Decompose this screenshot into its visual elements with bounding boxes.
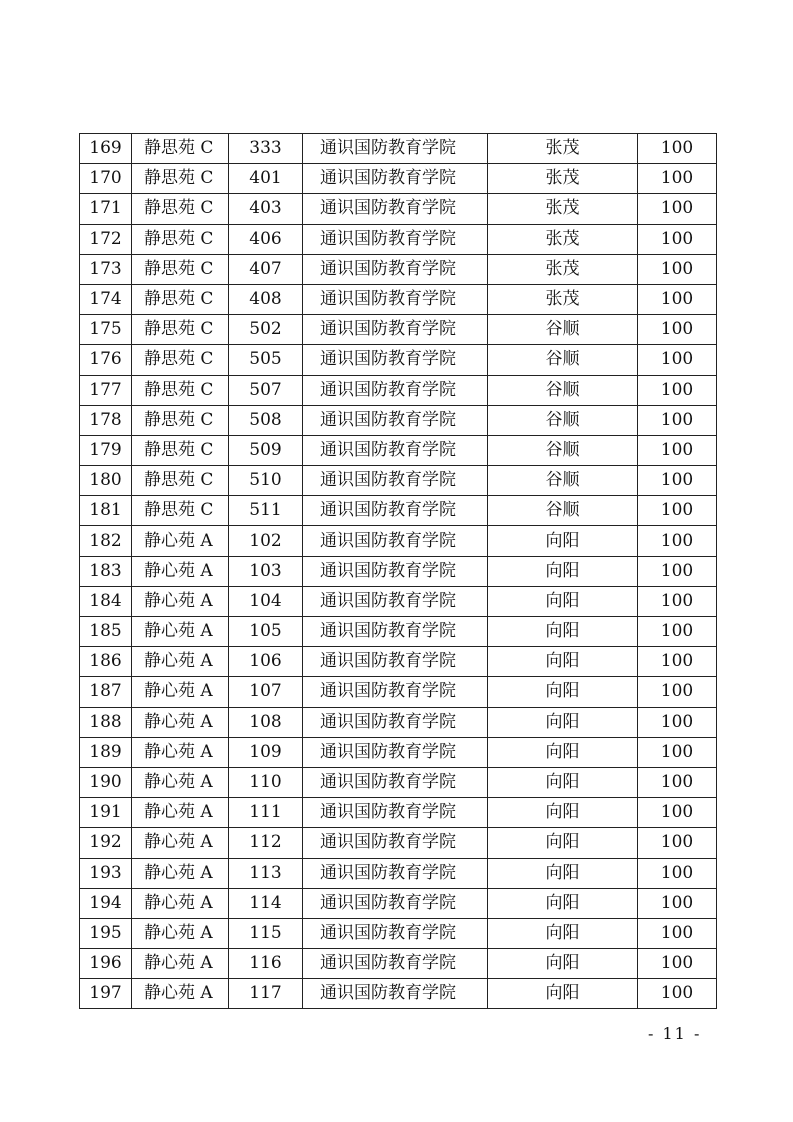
inspection-table-container <box>79 133 716 1009</box>
table-row <box>80 224 717 254</box>
table-row <box>80 737 717 767</box>
person-in-charge-cell: 谷顺 <box>488 315 638 345</box>
college-cell: 通识国防教育学院 <box>303 918 488 948</box>
score-cell: 100 <box>638 647 717 677</box>
building-cell: 静心苑 A <box>132 707 229 737</box>
person-in-charge-cell: 谷顺 <box>488 435 638 465</box>
building-cell: 静心苑 A <box>132 858 229 888</box>
person-in-charge-cell: 向阳 <box>488 918 638 948</box>
row-number-cell: 196 <box>80 949 132 979</box>
table-row <box>80 375 717 405</box>
college-cell: 通识国防教育学院 <box>303 677 488 707</box>
score-cell: 100 <box>638 949 717 979</box>
college-cell: 通识国防教育学院 <box>303 224 488 254</box>
score-cell: 100 <box>638 767 717 797</box>
college-cell: 通识国防教育学院 <box>303 435 488 465</box>
college-cell: 通识国防教育学院 <box>303 707 488 737</box>
room-number-cell: 102 <box>229 526 303 556</box>
building-cell: 静思苑 C <box>132 496 229 526</box>
score-cell: 100 <box>638 224 717 254</box>
college-cell: 通识国防教育学院 <box>303 737 488 767</box>
score-cell: 100 <box>638 828 717 858</box>
college-cell: 通识国防教育学院 <box>303 828 488 858</box>
person-in-charge-cell: 向阳 <box>488 979 638 1009</box>
table-row <box>80 164 717 194</box>
row-number-cell: 170 <box>80 164 132 194</box>
row-number-cell: 191 <box>80 798 132 828</box>
score-cell: 100 <box>638 888 717 918</box>
score-cell: 100 <box>638 405 717 435</box>
building-cell: 静思苑 C <box>132 405 229 435</box>
room-number-cell: 403 <box>229 194 303 224</box>
row-number-cell: 188 <box>80 707 132 737</box>
row-number-cell: 178 <box>80 405 132 435</box>
college-cell: 通识国防教育学院 <box>303 164 488 194</box>
table-row <box>80 254 717 284</box>
score-cell: 100 <box>638 979 717 1009</box>
inspection-table <box>79 133 717 1009</box>
person-in-charge-cell: 张茂 <box>488 224 638 254</box>
table-row <box>80 647 717 677</box>
score-cell: 100 <box>638 164 717 194</box>
score-cell: 100 <box>638 435 717 465</box>
person-in-charge-cell: 谷顺 <box>488 405 638 435</box>
person-in-charge-cell: 谷顺 <box>488 466 638 496</box>
person-in-charge-cell: 向阳 <box>488 949 638 979</box>
page-number: - 11 - <box>648 1024 702 1043</box>
room-number-cell: 507 <box>229 375 303 405</box>
table-row <box>80 405 717 435</box>
college-cell: 通识国防教育学院 <box>303 647 488 677</box>
college-cell: 通识国防教育学院 <box>303 254 488 284</box>
room-number-cell: 116 <box>229 949 303 979</box>
table-row <box>80 345 717 375</box>
table-row <box>80 828 717 858</box>
college-cell: 通识国防教育学院 <box>303 496 488 526</box>
table-row <box>80 798 717 828</box>
row-number-cell: 185 <box>80 617 132 647</box>
person-in-charge-cell: 向阳 <box>488 617 638 647</box>
room-number-cell: 508 <box>229 405 303 435</box>
building-cell: 静思苑 C <box>132 315 229 345</box>
table-body <box>80 134 717 1009</box>
person-in-charge-cell: 向阳 <box>488 888 638 918</box>
score-cell: 100 <box>638 556 717 586</box>
room-number-cell: 111 <box>229 798 303 828</box>
row-number-cell: 197 <box>80 979 132 1009</box>
building-cell: 静心苑 A <box>132 828 229 858</box>
room-number-cell: 106 <box>229 647 303 677</box>
person-in-charge-cell: 谷顺 <box>488 345 638 375</box>
room-number-cell: 407 <box>229 254 303 284</box>
room-number-cell: 104 <box>229 586 303 616</box>
room-number-cell: 509 <box>229 435 303 465</box>
score-cell: 100 <box>638 254 717 284</box>
room-number-cell: 107 <box>229 677 303 707</box>
row-number-cell: 173 <box>80 254 132 284</box>
room-number-cell: 105 <box>229 617 303 647</box>
building-cell: 静思苑 C <box>132 466 229 496</box>
row-number-cell: 183 <box>80 556 132 586</box>
score-cell: 100 <box>638 617 717 647</box>
college-cell: 通识国防教育学院 <box>303 345 488 375</box>
table-row <box>80 767 717 797</box>
score-cell: 100 <box>638 737 717 767</box>
college-cell: 通识国防教育学院 <box>303 405 488 435</box>
table-row <box>80 979 717 1009</box>
building-cell: 静心苑 A <box>132 888 229 918</box>
room-number-cell: 108 <box>229 707 303 737</box>
score-cell: 100 <box>638 315 717 345</box>
score-cell: 100 <box>638 586 717 616</box>
room-number-cell: 115 <box>229 918 303 948</box>
table-row <box>80 526 717 556</box>
table-row <box>80 677 717 707</box>
row-number-cell: 182 <box>80 526 132 556</box>
college-cell: 通识国防教育学院 <box>303 526 488 556</box>
building-cell: 静心苑 A <box>132 647 229 677</box>
person-in-charge-cell: 向阳 <box>488 798 638 828</box>
building-cell: 静思苑 C <box>132 224 229 254</box>
table-row <box>80 918 717 948</box>
building-cell: 静心苑 A <box>132 798 229 828</box>
college-cell: 通识国防教育学院 <box>303 194 488 224</box>
table-row <box>80 617 717 647</box>
person-in-charge-cell: 向阳 <box>488 858 638 888</box>
row-number-cell: 175 <box>80 315 132 345</box>
row-number-cell: 176 <box>80 345 132 375</box>
row-number-cell: 179 <box>80 435 132 465</box>
college-cell: 通识国防教育学院 <box>303 466 488 496</box>
row-number-cell: 177 <box>80 375 132 405</box>
row-number-cell: 190 <box>80 767 132 797</box>
table-row <box>80 194 717 224</box>
building-cell: 静心苑 A <box>132 677 229 707</box>
room-number-cell: 510 <box>229 466 303 496</box>
person-in-charge-cell: 向阳 <box>488 707 638 737</box>
college-cell: 通识国防教育学院 <box>303 858 488 888</box>
score-cell: 100 <box>638 194 717 224</box>
row-number-cell: 186 <box>80 647 132 677</box>
person-in-charge-cell: 张茂 <box>488 254 638 284</box>
building-cell: 静心苑 A <box>132 767 229 797</box>
table-row <box>80 496 717 526</box>
row-number-cell: 181 <box>80 496 132 526</box>
person-in-charge-cell: 张茂 <box>488 284 638 314</box>
row-number-cell: 180 <box>80 466 132 496</box>
score-cell: 100 <box>638 375 717 405</box>
building-cell: 静思苑 C <box>132 134 229 164</box>
building-cell: 静思苑 C <box>132 254 229 284</box>
building-cell: 静思苑 C <box>132 284 229 314</box>
room-number-cell: 406 <box>229 224 303 254</box>
row-number-cell: 187 <box>80 677 132 707</box>
room-number-cell: 117 <box>229 979 303 1009</box>
person-in-charge-cell: 向阳 <box>488 828 638 858</box>
building-cell: 静心苑 A <box>132 979 229 1009</box>
row-number-cell: 172 <box>80 224 132 254</box>
row-number-cell: 189 <box>80 737 132 767</box>
person-in-charge-cell: 向阳 <box>488 737 638 767</box>
score-cell: 100 <box>638 526 717 556</box>
room-number-cell: 113 <box>229 858 303 888</box>
building-cell: 静思苑 C <box>132 164 229 194</box>
score-cell: 100 <box>638 496 717 526</box>
building-cell: 静心苑 A <box>132 526 229 556</box>
score-cell: 100 <box>638 918 717 948</box>
table-row <box>80 707 717 737</box>
score-cell: 100 <box>638 707 717 737</box>
table-row <box>80 315 717 345</box>
college-cell: 通识国防教育学院 <box>303 617 488 647</box>
person-in-charge-cell: 向阳 <box>488 677 638 707</box>
table-row <box>80 586 717 616</box>
room-number-cell: 112 <box>229 828 303 858</box>
row-number-cell: 192 <box>80 828 132 858</box>
room-number-cell: 114 <box>229 888 303 918</box>
college-cell: 通识国防教育学院 <box>303 767 488 797</box>
person-in-charge-cell: 向阳 <box>488 556 638 586</box>
college-cell: 通识国防教育学院 <box>303 375 488 405</box>
room-number-cell: 109 <box>229 737 303 767</box>
building-cell: 静心苑 A <box>132 737 229 767</box>
building-cell: 静思苑 C <box>132 194 229 224</box>
person-in-charge-cell: 向阳 <box>488 526 638 556</box>
person-in-charge-cell: 张茂 <box>488 194 638 224</box>
score-cell: 100 <box>638 134 717 164</box>
person-in-charge-cell: 向阳 <box>488 647 638 677</box>
table-row <box>80 284 717 314</box>
row-number-cell: 195 <box>80 918 132 948</box>
college-cell: 通识国防教育学院 <box>303 134 488 164</box>
college-cell: 通识国防教育学院 <box>303 949 488 979</box>
college-cell: 通识国防教育学院 <box>303 556 488 586</box>
row-number-cell: 171 <box>80 194 132 224</box>
row-number-cell: 169 <box>80 134 132 164</box>
building-cell: 静思苑 C <box>132 375 229 405</box>
building-cell: 静心苑 A <box>132 918 229 948</box>
score-cell: 100 <box>638 858 717 888</box>
person-in-charge-cell: 张茂 <box>488 164 638 194</box>
college-cell: 通识国防教育学院 <box>303 888 488 918</box>
building-cell: 静思苑 C <box>132 435 229 465</box>
college-cell: 通识国防教育学院 <box>303 979 488 1009</box>
score-cell: 100 <box>638 466 717 496</box>
building-cell: 静心苑 A <box>132 556 229 586</box>
row-number-cell: 193 <box>80 858 132 888</box>
room-number-cell: 103 <box>229 556 303 586</box>
table-row <box>80 949 717 979</box>
table-row <box>80 888 717 918</box>
score-cell: 100 <box>638 798 717 828</box>
building-cell: 静思苑 C <box>132 345 229 375</box>
table-row <box>80 858 717 888</box>
table-row <box>80 466 717 496</box>
college-cell: 通识国防教育学院 <box>303 798 488 828</box>
row-number-cell: 194 <box>80 888 132 918</box>
row-number-cell: 174 <box>80 284 132 314</box>
score-cell: 100 <box>638 284 717 314</box>
person-in-charge-cell: 向阳 <box>488 767 638 797</box>
building-cell: 静心苑 A <box>132 949 229 979</box>
table-row <box>80 134 717 164</box>
person-in-charge-cell: 谷顺 <box>488 375 638 405</box>
building-cell: 静心苑 A <box>132 617 229 647</box>
person-in-charge-cell: 张茂 <box>488 134 638 164</box>
college-cell: 通识国防教育学院 <box>303 315 488 345</box>
row-number-cell: 184 <box>80 586 132 616</box>
person-in-charge-cell: 谷顺 <box>488 496 638 526</box>
table-row <box>80 435 717 465</box>
room-number-cell: 505 <box>229 345 303 375</box>
room-number-cell: 511 <box>229 496 303 526</box>
person-in-charge-cell: 向阳 <box>488 586 638 616</box>
room-number-cell: 502 <box>229 315 303 345</box>
building-cell: 静心苑 A <box>132 586 229 616</box>
college-cell: 通识国防教育学院 <box>303 586 488 616</box>
score-cell: 100 <box>638 677 717 707</box>
table-row <box>80 556 717 586</box>
room-number-cell: 408 <box>229 284 303 314</box>
room-number-cell: 333 <box>229 134 303 164</box>
room-number-cell: 110 <box>229 767 303 797</box>
room-number-cell: 401 <box>229 164 303 194</box>
college-cell: 通识国防教育学院 <box>303 284 488 314</box>
score-cell: 100 <box>638 345 717 375</box>
